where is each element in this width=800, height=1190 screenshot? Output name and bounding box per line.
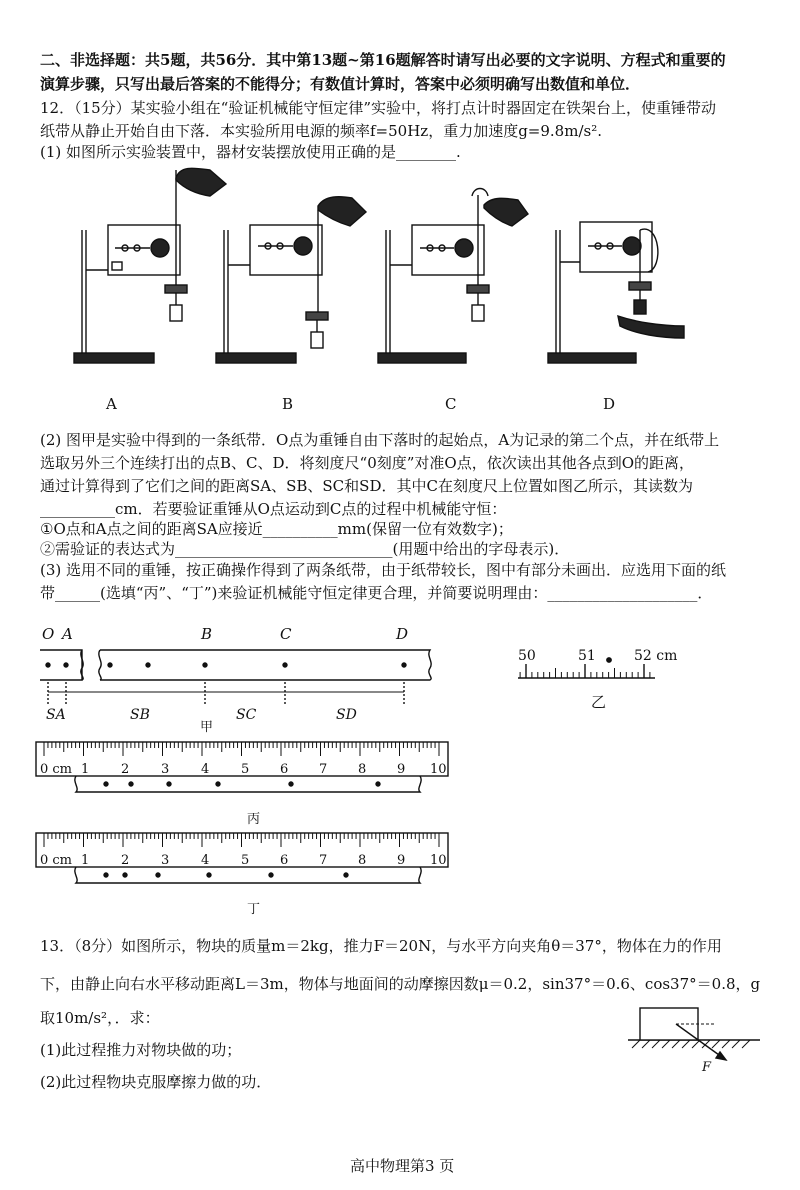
ding-tick-4: 4 <box>201 853 210 868</box>
q12-part2-l4: __________cm．若要验证重锤从O点运动到C点的过程中机械能守恒： <box>40 500 507 518</box>
q12-part2-l6: ②需验证的表达式为_____________________________(用题中给出的字母表示)． <box>40 540 570 558</box>
bing-tick-8: 8 <box>358 762 367 777</box>
tape-point-o: O <box>42 625 55 643</box>
section-heading-2: 演算步骤，只写出最后答案的不能得分；有数值计算时，答案中必须明确写出数值和单位． <box>40 75 641 93</box>
q12-line1: 12．（15分）某实验小组在“验证机械能守恒定律”实验中，将打点计时器固定在铁架台上，使重锤带动 <box>40 99 717 117</box>
ruler-bing <box>36 742 448 792</box>
option-b-label: B <box>282 395 294 413</box>
fig-ding-label: 丁 <box>247 902 261 917</box>
option-d-label: D <box>603 395 616 413</box>
q13-sub2: (2)此过程物块克服摩擦力做的功． <box>40 1073 272 1091</box>
q12-part2-l1: (2) 图甲是实验中得到的一条纸带．O点为重锤自由下落时的起始点，A为记录的第二个点，并在纸带上 <box>40 431 720 449</box>
ding-tick-9: 9 <box>397 853 406 868</box>
bing-tick-0: 0 cm <box>40 762 73 777</box>
ding-tick-1: 1 <box>81 853 90 868</box>
apparatus-d <box>548 222 684 363</box>
bing-tick-5: 5 <box>241 762 250 777</box>
ruler-ding <box>36 833 448 883</box>
yi-tick-52: 52 cm <box>634 648 678 664</box>
dist-sc: SC <box>236 707 257 723</box>
bing-tick-3: 3 <box>161 762 170 777</box>
ding-tick-2: 2 <box>121 853 130 868</box>
ding-tick-3: 3 <box>161 853 170 868</box>
ruler-yi <box>518 658 655 678</box>
bing-tick-10: 10 <box>430 762 447 777</box>
bing-tick-6: 6 <box>280 762 289 777</box>
dist-sd: SD <box>336 707 357 723</box>
bing-tick-2: 2 <box>121 762 130 777</box>
apparatus-b <box>216 197 366 363</box>
q12-line2: 纸带从静止开始自由下落．本实验所用电源的频率f=50Hz，重力加速度g=9.8m/s². <box>40 122 602 140</box>
apparatus-c <box>378 189 528 364</box>
yi-tick-51: 51 <box>578 648 596 664</box>
tape-point-a: A <box>62 625 73 643</box>
dist-sa: SA <box>46 707 66 723</box>
ding-tick-6: 6 <box>280 853 289 868</box>
fig-jia-label: 甲 <box>200 720 214 735</box>
dist-sb: SB <box>130 707 150 723</box>
option-c-label: C <box>445 395 457 413</box>
ding-tick-7: 7 <box>319 853 328 868</box>
bing-tick-7: 7 <box>319 762 328 777</box>
q12-part2-l2: 选取另外三个连续打出的点B、C、D．将刻度尺“0刻度”对准O点，依次读出其他各点到O的距离， <box>40 454 695 472</box>
page-footer: 高中物理第3 页 <box>350 1157 455 1175</box>
q12-part3-l1: (3) 选用不同的重锤，按正确操作得到了两条纸带，由于纸带较长，图中有部分未画出．应选用下面的纸 <box>40 561 727 579</box>
apparatus-a <box>74 168 226 363</box>
q12-part2-l3: 通过计算得到了它们之间的距离SA、SB、SC和SD．其中C在刻度尺上位置如图乙所示，其读数为 <box>40 477 693 495</box>
ding-tick-0: 0 cm <box>40 853 73 868</box>
q13-line3: 取10m/s²，．求： <box>40 1009 160 1027</box>
option-a-label: A <box>106 395 117 413</box>
section-heading: 二、非选择题：共5题，共56分．其中第13题~第16题解答时请写出必要的文字说明、方程式和重要的 <box>40 51 726 69</box>
q13-sub1: (1)此过程推力对物块做的功； <box>40 1041 242 1059</box>
ding-tick-8: 8 <box>358 853 367 868</box>
tape-point-b: B <box>201 625 213 643</box>
bing-tick-1: 1 <box>81 762 90 777</box>
bing-tick-4: 4 <box>201 762 210 777</box>
tape-point-d: D <box>396 625 409 643</box>
bing-tick-9: 9 <box>397 762 406 777</box>
ding-tick-10: 10 <box>430 853 447 868</box>
yi-tick-50: 50 <box>518 648 536 664</box>
q13-line2: 下，由静止向右水平移动距离L＝3m，物体与地面间的动摩擦因数μ＝0.2，sin37°＝0.6、cos37°＝0.8，g <box>40 975 761 993</box>
block-force-figure <box>628 1008 760 1060</box>
tape-jia <box>40 650 431 704</box>
tape-point-c: C <box>280 625 292 643</box>
q12-part2-l5: ①O点和A点之间的距离SA应接近__________mm(保留一位有效数字)； <box>40 520 513 538</box>
ding-tick-5: 5 <box>241 853 250 868</box>
q12-part1: (1) 如图所示实验装置中，器材安装摆放使用正确的是________. <box>40 143 461 161</box>
fig-yi-label: 乙 <box>591 693 607 711</box>
q12-part3-l2: 带______(选填“丙”、“丁”)来验证机械能守恒定律更合理，并简要说明理由：____________________． <box>40 584 713 602</box>
force-label: F <box>702 1060 712 1075</box>
q13-line1: 13．（8分）如图所示，物块的质量m＝2kg，推力F＝20N，与水平方向夹角θ＝37°，物体在力的作用 <box>40 937 722 955</box>
fig-bing-label: 丙 <box>247 812 261 827</box>
